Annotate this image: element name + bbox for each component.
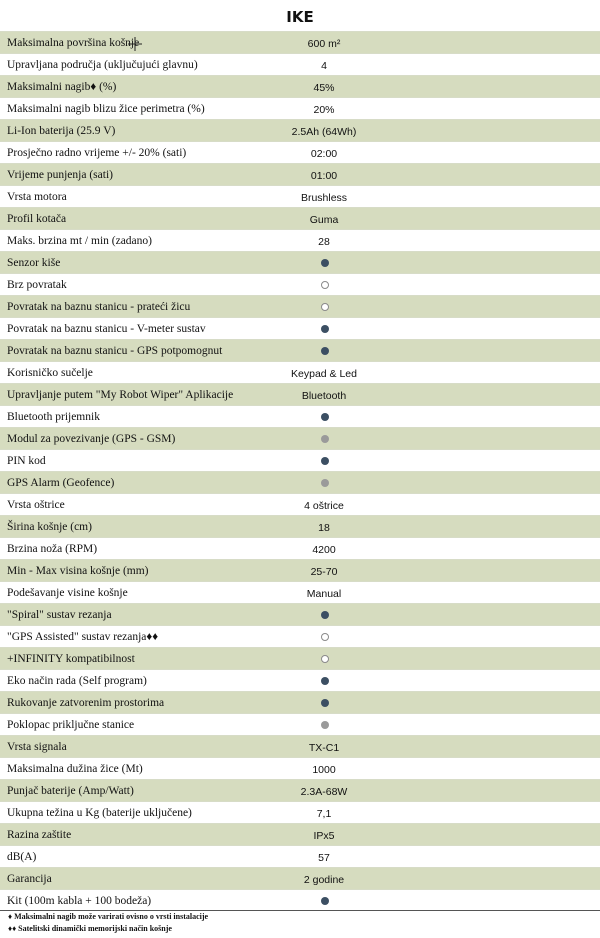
row-label: "GPS Assisted" sustav rezanja♦♦ bbox=[7, 631, 159, 643]
row-label: GPS Alarm (Geofence) bbox=[7, 477, 115, 489]
row-label: Prosječno radno vrijeme +/- 20% (sati) bbox=[7, 147, 187, 159]
table-row bbox=[0, 251, 600, 273]
row-label: Poklopac priključne stanice bbox=[7, 719, 135, 731]
row-value: 4200 bbox=[312, 544, 336, 556]
footnote: ♦ Maksimalni nagib može varirati ovisno o vrsti instalacije bbox=[8, 912, 209, 921]
row-label: Brzina noža (RPM) bbox=[7, 543, 98, 555]
empty-circle-icon bbox=[321, 281, 329, 289]
row-label: Bluetooth prijemnik bbox=[7, 411, 100, 423]
row-label: Senzor kiše bbox=[7, 257, 61, 269]
table-row bbox=[0, 889, 600, 911]
row-value: 4 bbox=[321, 60, 327, 72]
row-value: 2 godine bbox=[303, 874, 345, 886]
row-label: Li-Ion baterija (25.9 V) bbox=[7, 125, 116, 137]
row-label: Vrijeme punjenja (sati) bbox=[7, 169, 113, 181]
row-label: Maks. brzina mt / min (zadano) bbox=[7, 235, 152, 247]
table-row bbox=[0, 823, 600, 845]
table-row bbox=[0, 383, 600, 405]
filled-dot-icon bbox=[321, 259, 329, 267]
spec-table bbox=[0, 31, 600, 911]
row-value: 57 bbox=[318, 852, 330, 864]
row-label: Povratak na baznu stanicu - V-meter sustav bbox=[7, 323, 206, 335]
row-value: 02:00 bbox=[310, 148, 338, 160]
row-label: Maksimalna dužina žice (Mt) bbox=[7, 763, 143, 775]
row-label: Profil kotača bbox=[7, 213, 67, 225]
row-label: Vrsta motora bbox=[7, 191, 67, 203]
row-label: Brz povratak bbox=[7, 279, 67, 291]
row-label: Min - Max visina košnje (mm) bbox=[7, 565, 149, 577]
table-row bbox=[0, 207, 600, 229]
footnotes bbox=[0, 910, 600, 935]
table-row bbox=[0, 53, 600, 75]
row-label: Upravljana područja (uključujući glavnu) bbox=[7, 59, 198, 71]
table-row bbox=[0, 471, 600, 493]
row-label: Punjač baterije (Amp/Watt) bbox=[7, 785, 134, 797]
table-row bbox=[0, 405, 600, 427]
table-row bbox=[0, 97, 600, 119]
row-value: 600 m² bbox=[307, 38, 341, 50]
footnote: ♦♦ Satelitski dinamički memorijski način košnje bbox=[8, 924, 172, 933]
row-value: 45% bbox=[313, 82, 335, 94]
filled-dot-icon bbox=[321, 413, 329, 421]
row-value: 7,1 bbox=[316, 808, 332, 820]
row-label: Povratak na baznu stanicu - prateći žicu bbox=[7, 301, 191, 313]
table-row bbox=[0, 163, 600, 185]
row-label: Korisničko sučelje bbox=[7, 367, 93, 379]
row-value: 25-70 bbox=[310, 566, 338, 578]
row-value: Brushless bbox=[300, 192, 348, 204]
table-row bbox=[0, 75, 600, 97]
row-value: 4 oštrice bbox=[304, 500, 344, 512]
empty-circle-icon bbox=[321, 655, 329, 663]
table-row bbox=[0, 185, 600, 207]
row-value: 2.5Ah (64Wh) bbox=[291, 126, 357, 138]
row-label: Rukovanje zatvorenim prostorima bbox=[7, 697, 165, 709]
row-label: Širina košnje (cm) bbox=[7, 521, 92, 533]
table-row bbox=[0, 493, 600, 515]
table-row bbox=[0, 713, 600, 735]
table-row bbox=[0, 647, 600, 669]
row-value: Manual bbox=[306, 588, 342, 600]
row-value: 20% bbox=[313, 104, 335, 116]
page-title: IKE bbox=[286, 8, 314, 26]
table-row bbox=[0, 801, 600, 823]
row-label: "Spiral" sustav rezanja bbox=[7, 609, 112, 621]
row-value: 1000 bbox=[312, 764, 336, 776]
table-row bbox=[0, 625, 600, 647]
row-label: Upravljanje putem "My Robot Wiper" Aplikacije bbox=[7, 389, 234, 401]
table-row bbox=[0, 867, 600, 889]
table-row bbox=[0, 581, 600, 603]
table-row bbox=[0, 295, 600, 317]
row-label: Povratak na baznu stanicu - GPS potpomognut bbox=[7, 345, 223, 357]
table-row bbox=[0, 449, 600, 471]
row-value: Keypad & Led bbox=[291, 368, 357, 380]
table-row bbox=[0, 515, 600, 537]
row-label: +INFINITY kompatibilnost bbox=[7, 653, 135, 665]
grey-dot-icon bbox=[321, 479, 329, 487]
row-label: Vrsta oštrice bbox=[7, 499, 65, 511]
table-row bbox=[0, 141, 600, 163]
row-label: Kit (100m kabla + 100 bodeža) bbox=[7, 895, 152, 907]
row-value: Guma bbox=[309, 214, 339, 226]
row-label: Maksimalni nagib blizu žice perimetra (%) bbox=[7, 103, 205, 115]
filled-dot-icon bbox=[321, 699, 329, 707]
table-row bbox=[0, 229, 600, 251]
row-label: Eko način rada (Self program) bbox=[7, 675, 147, 687]
table-row bbox=[0, 339, 600, 361]
row-label: Vrsta signala bbox=[7, 741, 67, 753]
row-value: TX-C1 bbox=[308, 742, 340, 754]
row-label: Garancija bbox=[7, 873, 52, 885]
row-value: 01:00 bbox=[310, 170, 338, 182]
table-row bbox=[0, 603, 600, 625]
table-row bbox=[0, 361, 600, 383]
filled-dot-icon bbox=[321, 611, 329, 619]
row-label: PIN kod bbox=[7, 455, 46, 467]
table-row bbox=[0, 735, 600, 757]
filled-dot-icon bbox=[321, 677, 329, 685]
row-label: Maksimalni nagib♦ (%) bbox=[7, 81, 117, 93]
row-value: 28 bbox=[318, 236, 330, 248]
table-row bbox=[0, 669, 600, 691]
row-value: Bluetooth bbox=[301, 390, 347, 402]
table-row bbox=[0, 273, 600, 295]
row-label: dB(A) bbox=[7, 851, 37, 863]
row-value: 18 bbox=[318, 522, 330, 534]
empty-circle-icon bbox=[321, 303, 329, 311]
filled-dot-icon bbox=[321, 897, 329, 905]
table-row bbox=[0, 119, 600, 141]
filled-dot-icon bbox=[321, 457, 329, 465]
table-row bbox=[0, 845, 600, 867]
row-label: Modul za povezivanje (GPS - GSM) bbox=[7, 433, 176, 445]
grey-dot-icon bbox=[321, 435, 329, 443]
filled-dot-icon bbox=[321, 347, 329, 355]
grey-dot-icon bbox=[321, 721, 329, 729]
table-row bbox=[0, 427, 600, 449]
table-row bbox=[0, 779, 600, 801]
empty-circle-icon bbox=[321, 633, 329, 641]
table-row bbox=[0, 559, 600, 581]
table-row bbox=[0, 317, 600, 339]
row-label: Maksimalna površina košnje bbox=[7, 37, 140, 49]
row-label: Podešavanje visine košnje bbox=[7, 587, 128, 599]
row-value: 2.3A-68W bbox=[300, 786, 348, 798]
table-row bbox=[0, 537, 600, 559]
table-row bbox=[0, 31, 600, 53]
filled-dot-icon bbox=[321, 325, 329, 333]
row-value: IPx5 bbox=[313, 830, 335, 842]
table-row bbox=[0, 757, 600, 779]
row-label: Ukupna težina u Kg (baterije uključene) bbox=[7, 807, 192, 819]
table-row bbox=[0, 691, 600, 713]
row-label: Razina zaštite bbox=[7, 829, 72, 841]
